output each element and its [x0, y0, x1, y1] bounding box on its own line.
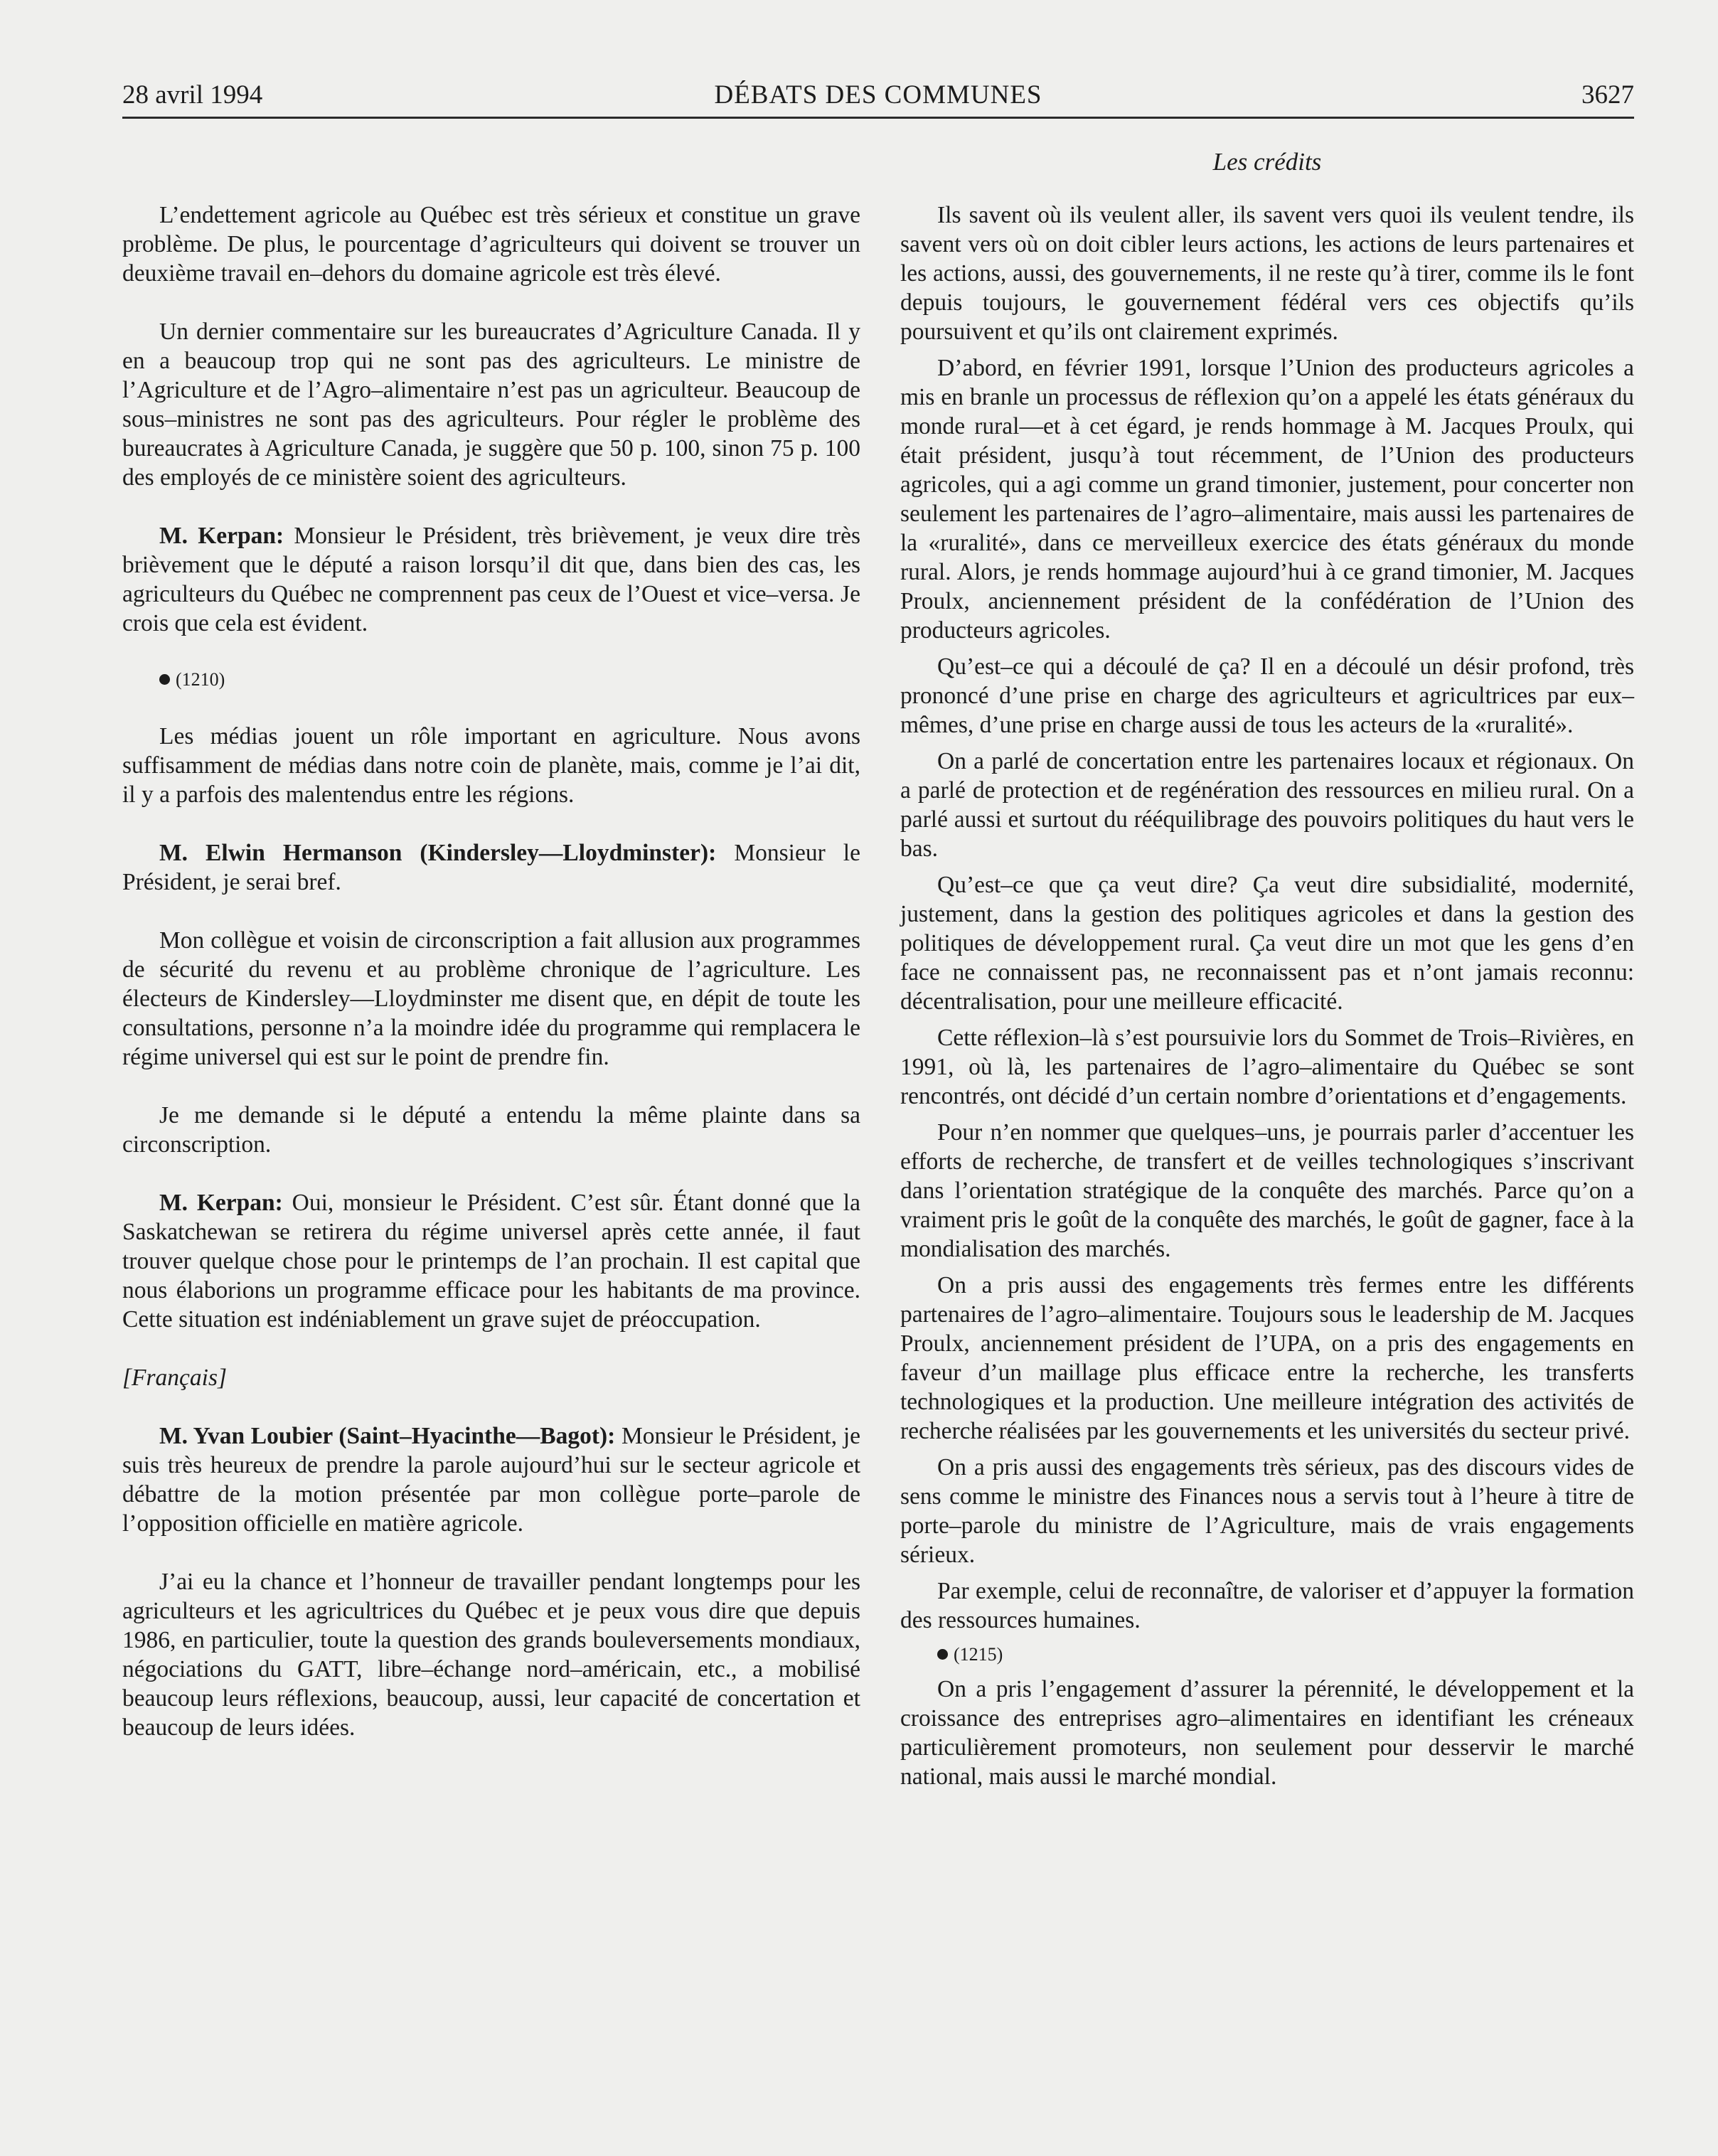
left-column — [122, 201, 860, 1771]
page-number: 3627 — [1581, 80, 1634, 110]
paragraph: Qu’est–ce que ça veut dire? Ça veut dire subsidialité, modernité, justement, dans la gestion des politiques agricoles et dans la gestion des politiques de développement rural. Ça veut dire un mot que les gens d’en face ne connaissent pas, ne reconnaissent pas et n’ont jamais reconnu: décentralisation, pour une meilleure efficacité. — [900, 872, 1634, 1015]
paragraph: L’endettement agricole au Québec est très sérieux et constitue un grave problème. De plus, le pourcentage d’agriculteurs qui doivent se trouver un deuxième travail en–dehors du domaine agricole est très élevé. — [122, 202, 860, 287]
paragraph — [122, 521, 860, 638]
paragraph: Par exemple, celui de reconnaître, de valoriser et d’appuyer la formation des ressources humaines. — [900, 1578, 1634, 1633]
column-section-title: Les crédits — [1212, 148, 1322, 176]
paragraph — [122, 1421, 860, 1538]
paragraph — [122, 838, 860, 897]
paragraph: Mon collègue et voisin de circonscription a fait allusion aux programmes de sécurité du revenu et au problème chronique de l’agriculture. Les électeurs de Kindersley—Lloydminster me disent que, en dépit de toute les consultations, personne n’a la moindre idée du programme qui remplacera le régime universel qui est sur le point de prendre fin. — [122, 927, 860, 1070]
right-column — [900, 201, 1634, 1798]
timestamp — [900, 1642, 1634, 1667]
timestamp-text: (1210) — [176, 669, 225, 690]
speech-text: Monsieur le Président, je serai bref. — [122, 840, 860, 895]
speaker-name: M. Yvan Loubier (Saint–Hyacinthe—Bagot): — [159, 1423, 616, 1449]
speaker-name: M. Elwin Hermanson (Kindersley—Lloydminster): — [159, 840, 717, 866]
paragraph: On a pris l’engagement d’assurer la pérennité, le développement et la croissance des entreprises agro–alimentaires en identifiant les créneaux particulièrement promoteurs, non seulement pour desservir le marché national, mais aussi le marché mondial. — [900, 1676, 1634, 1790]
paragraph: Cette réflexion–là s’est poursuivie lors du Sommet de Trois–Rivières, en 1991, où là, les partenaires de l’agro–alimentaire du Québec se sont rencontrés, ont décidé d’un certain nombre d’orientations et d’engagements. — [900, 1025, 1634, 1109]
page-header — [122, 74, 1634, 119]
paragraph: J’ai eu la chance et l’honneur de travailler pendant longtemps pour les agriculteurs et les agricultrices du Québec et je peux vous dire que depuis 1986, en particulier, toute la question des grands bouleversements mondiaux, négociations du GATT, libre–échange nord–américain, etc., a mobilisé beaucoup leurs réflexions, beaucoup, aussi, leur capacité de concertation et beaucoup de leurs idées. — [122, 1569, 860, 1741]
paragraph: On a pris aussi des engagements très sérieux, pas des discours vides de sens comme le ministre des Finances nous a servis tout à l’heure à titre de porte–parole du ministre de l’Agriculture, mais de vrais engagements sérieux. — [900, 1454, 1634, 1568]
timestamp-text: (1215) — [954, 1644, 1003, 1665]
header-date: 28 avril 1994 — [122, 80, 263, 110]
timestamp — [122, 667, 860, 693]
speech-text: Oui, monsieur le Président. C’est sûr. Étant donné que la Saskatchewan se retirera du régime universel après cette année, il faut trouver quelque chose pour le printemps de l’an prochain. Il est capital que nous élaborions un programme efficace pour les habitants de ma province. Cette situation est indéniablement un grave sujet de préoccupation. — [122, 1190, 860, 1333]
speaker-name: M. Kerpan: — [159, 523, 284, 549]
paragraph: On a pris aussi des engagements très fermes entre les différents partenaires de l’agro–alimentaire. Toujours sous le leadership de M. Jacques Proulx, anciennement président de l’UPA, on a pris des engagements en faveur d’un maillage plus efficace entre la recherche, les transferts technologiques et la production. Une meilleure intégration des activités de recherche réalisées par les gouvernements et les universités du secteur privé. — [900, 1272, 1634, 1444]
speech-text: Monsieur le Président, très brièvement, je veux dire très brièvement que le député a raison lorsqu’il dit que, dans bien des cas, les agriculteurs du Québec ne comprennent pas ceux de l’Ouest et vice–versa. Je crois que cela est évident. — [122, 523, 860, 636]
speaker-name: M. Kerpan: — [159, 1190, 283, 1216]
paragraph: Je me demande si le député a entendu la même plainte dans sa circonscription. — [122, 1102, 860, 1158]
paragraph: D’abord, en février 1991, lorsque l’Union des producteurs agricoles a mis en branle un processus de réflexion qu’on a appelé les états généraux du monde rural—et à cet égard, je rends hommage à M. Jacques Proulx, qui était président, jusqu’à tout récemment, de l’Union des producteurs agricoles, qui a agi comme un grand timonier, justement, pour concerter non seulement les partenaires de l’agro–alimentaire, mais aussi les partenaires de la «ruralité», dans ce merveilleux exercice des états généraux du monde rural. Alors, je rends hommage aujourd’hui à ce grand timonier, M. Jacques Proulx, anciennement président de la confédération de l’Union des producteurs agricoles. — [900, 355, 1634, 644]
paragraph: Les médias jouent un rôle important en agriculture. Nous avons suffisamment de médias dans notre coin de planète, mais, comme je l’ai dit, il y a parfois des malentendus entre les régions. — [122, 723, 860, 808]
language-marker: [Français] — [122, 1365, 228, 1391]
paragraph — [122, 1188, 860, 1334]
paragraph: On a parlé de concertation entre les partenaires locaux et régionaux. On a parlé de protection et de regénération des ressources en milieu rural. On a parlé aussi et surtout du rééquilibrage des pouvoirs politiques du haut vers le bas. — [900, 748, 1634, 862]
paragraph: Qu’est–ce qui a découlé de ça? Il en a découlé un désir profond, très prononcé d’une prise en charge des agriculteurs et agricultrices par eux–mêmes, d’une prise en charge aussi de tous les acteurs de la «ruralité». — [900, 653, 1634, 738]
header-title: DÉBATS DES COMMUNES — [714, 80, 1042, 110]
bullet-icon — [159, 674, 170, 685]
paragraph: Pour n’en nommer que quelques–uns, je pourrais parler d’accentuer les efforts de recherche, de transfert et de veilles technologiques s’inscrivant dans l’orientation stratégique de la conquête des marchés. Parce qu’on a vraiment pris le goût de la conquête des marchés, le goût de gagner, face à la mondialisation des marchés. — [900, 1119, 1634, 1262]
paragraph: Un dernier commentaire sur les bureaucrates d’Agriculture Canada. Il y en a beaucoup trop qui ne sont pas des agriculteurs. Le ministre de l’Agriculture et de l’Agro–alimentaire n’est pas un agriculteur. Beaucoup de sous–ministres ne sont pas des agriculteurs. Pour régler le problème des bureaucrates à Agriculture Canada, je suggère que 50 p. 100, sinon 75 p. 100 des employés de ce ministère soient des agriculteurs. — [122, 319, 860, 491]
bullet-icon — [937, 1649, 948, 1660]
paragraph: Ils savent où ils veulent aller, ils savent vers quoi ils veulent tendre, ils savent vers où on doit cibler leurs actions, les actions de leurs partenaires et les actions, aussi, des gouvernements, il ne reste qu’à tirer, comme ils le font depuis toujours, le gouvernement fédéral vers ces objectifs qu’ils poursuivent et qu’ils ont clairement exprimés. — [900, 202, 1634, 345]
speech-text: Monsieur le Président, je suis très heureux de prendre la parole aujourd’hui sur le secteur agricole et débattre de la motion présentée par mon collègue porte–parole de l’opposition officielle en matière agricole. — [122, 1423, 860, 1537]
